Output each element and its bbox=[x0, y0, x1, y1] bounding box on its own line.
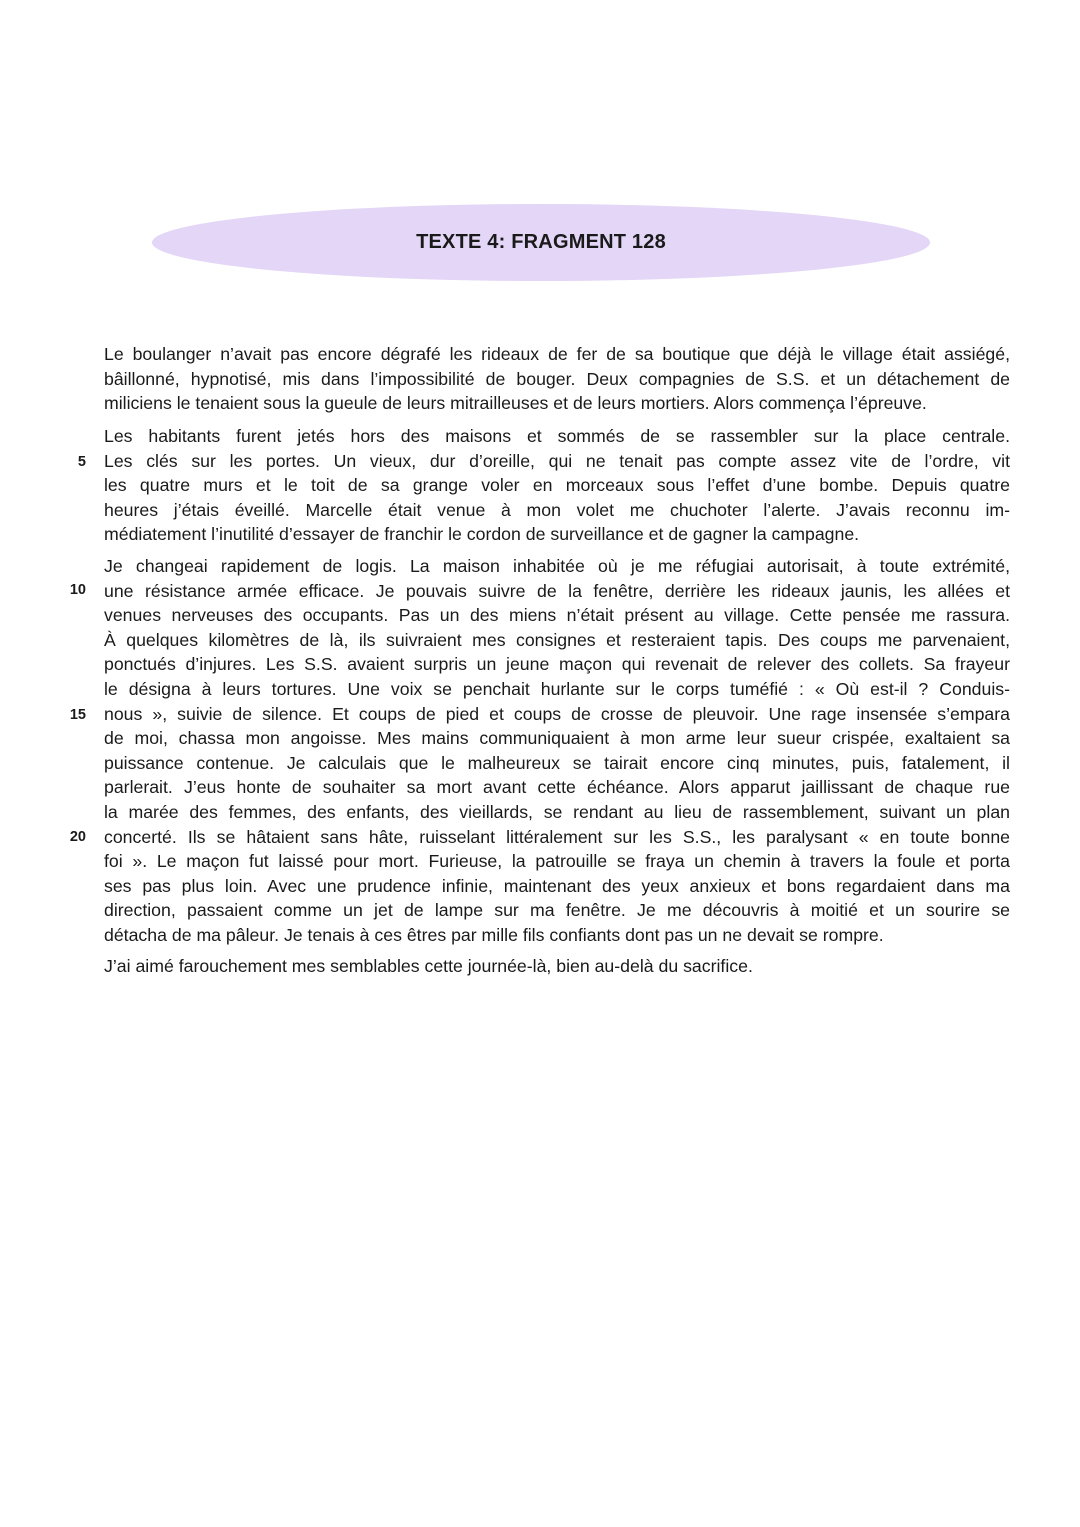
text-line: une résistance armée efficace. Je pouvais suivre de la fenêtre, derrière les rideaux jaunis, les allées et bbox=[104, 580, 1010, 601]
page-title: TEXTE 4: FRAGMENT 128 bbox=[416, 231, 666, 253]
line-number-10: 10 bbox=[69, 582, 86, 598]
line-number-5: 5 bbox=[77, 454, 86, 470]
text-line: Je changeai rapidement de logis. La maison inhabitée où je me réfugiai autorisait, à toute extrémité, bbox=[104, 556, 1010, 576]
line-number-15: 15 bbox=[69, 707, 86, 723]
text-line: les quatre murs et le toit de sa grange voler en morceaux sous l’effet d’une bombe. Depuis quatre bbox=[104, 475, 1010, 496]
text-line: puissance contenue. Je calculais que le malheureux se tairait encore cinq minutes, puis, fatalement, il bbox=[104, 752, 1010, 773]
text-line: Les clés sur les portes. Un vieux, dur d’oreille, qui ne tenait pas compte assez vite de l’ordre, vit bbox=[104, 450, 1010, 471]
text-line: À quelques kilomètres de là, ils suivraient mes consignes et resteraient tapis. Des coups me parvenaient, bbox=[104, 629, 1010, 650]
text-line: ses pas plus loin. Avec une prudence infinie, maintenant des yeux anxieux et bons regardaient dans ma bbox=[104, 875, 1010, 896]
text-line: Les habitants furent jetés hors des maisons et sommés de se rassembler sur la place centrale. bbox=[104, 426, 1010, 446]
text-line: concerté. Ils se hâtaient sans hâte, ruisselant littéralement sur les S.S., les paralysant « en toute bonne bbox=[104, 826, 1010, 847]
text-line: ponctués d’injures. Les S.S. avaient surpris un jeune maçon qui revenait de relever des collets. Sa frayeur bbox=[104, 654, 1010, 675]
text-line: miliciens le tenaient sous la gueule de leurs mitrailleuses et de leurs mortiers. Alors commença l’épreuve. bbox=[104, 393, 927, 414]
text-line: médiatement l’inutilité d’essayer de franchir le cordon de surveillance et de gagner la campagne. bbox=[104, 524, 860, 545]
text-line: nous », suivie de silence. Et coups de pied et coups de crosse de pleuvoir. Une rage insensée s’empara bbox=[104, 703, 1010, 724]
text-line: foi ». Le maçon fut laissé pour mort. Furieuse, la patrouille se fraya un chemin à travers la foule et porta bbox=[104, 851, 1010, 872]
text-line: bâillonné, hypnotisé, mis dans l’impossibilité de bouger. Deux compagnies de S.S. et un détachement de bbox=[104, 368, 1010, 389]
text-line: parlerait. J’eus honte de souhaiter sa mort avant cette échéance. Alors apparut jaillissant de chaque rue bbox=[104, 777, 1010, 798]
text-line: venues nerveuses des occupants. Pas un des miens n’était présent au village. Cette pensée me rassura. bbox=[104, 605, 1010, 626]
text-line: le désigna à leurs tortures. Une voix se penchait hurlante sur le corps tuméfié : « Où est-il ? Conduis- bbox=[104, 679, 1010, 699]
text-line: J’ai aimé farouchement mes semblables cette journée-là, bien au-delà du sacrifice. bbox=[104, 956, 753, 976]
title-banner bbox=[152, 204, 930, 281]
text-line: détacha de ma pâleur. Je tenais à ces êtres par mille fils confiants dont pas un ne devait se rompre. bbox=[104, 925, 884, 945]
text-line: direction, passaient comme un jet de lampe sur ma fenêtre. Je me découvris à moitié et un sourire se bbox=[104, 900, 1010, 921]
text-line: heures j’étais éveillé. Marcelle était venue à mon volet me chuchoter l’alerte. J’avais reconnu im- bbox=[104, 499, 1010, 520]
text-line: de moi, chassa mon angoisse. Mes mains communiquaient à mon arme leur sueur crispée, exaltaient sa bbox=[104, 728, 1010, 749]
text-line: Le boulanger n’avait pas encore dégrafé les rideaux de fer de sa boutique que déjà le village était assiégé, bbox=[104, 344, 1010, 364]
text-line: la marée des femmes, des enfants, des vieillards, se rendant au lieu de rassemblement, suivant un plan bbox=[104, 802, 1010, 822]
line-number-20: 20 bbox=[69, 829, 86, 845]
